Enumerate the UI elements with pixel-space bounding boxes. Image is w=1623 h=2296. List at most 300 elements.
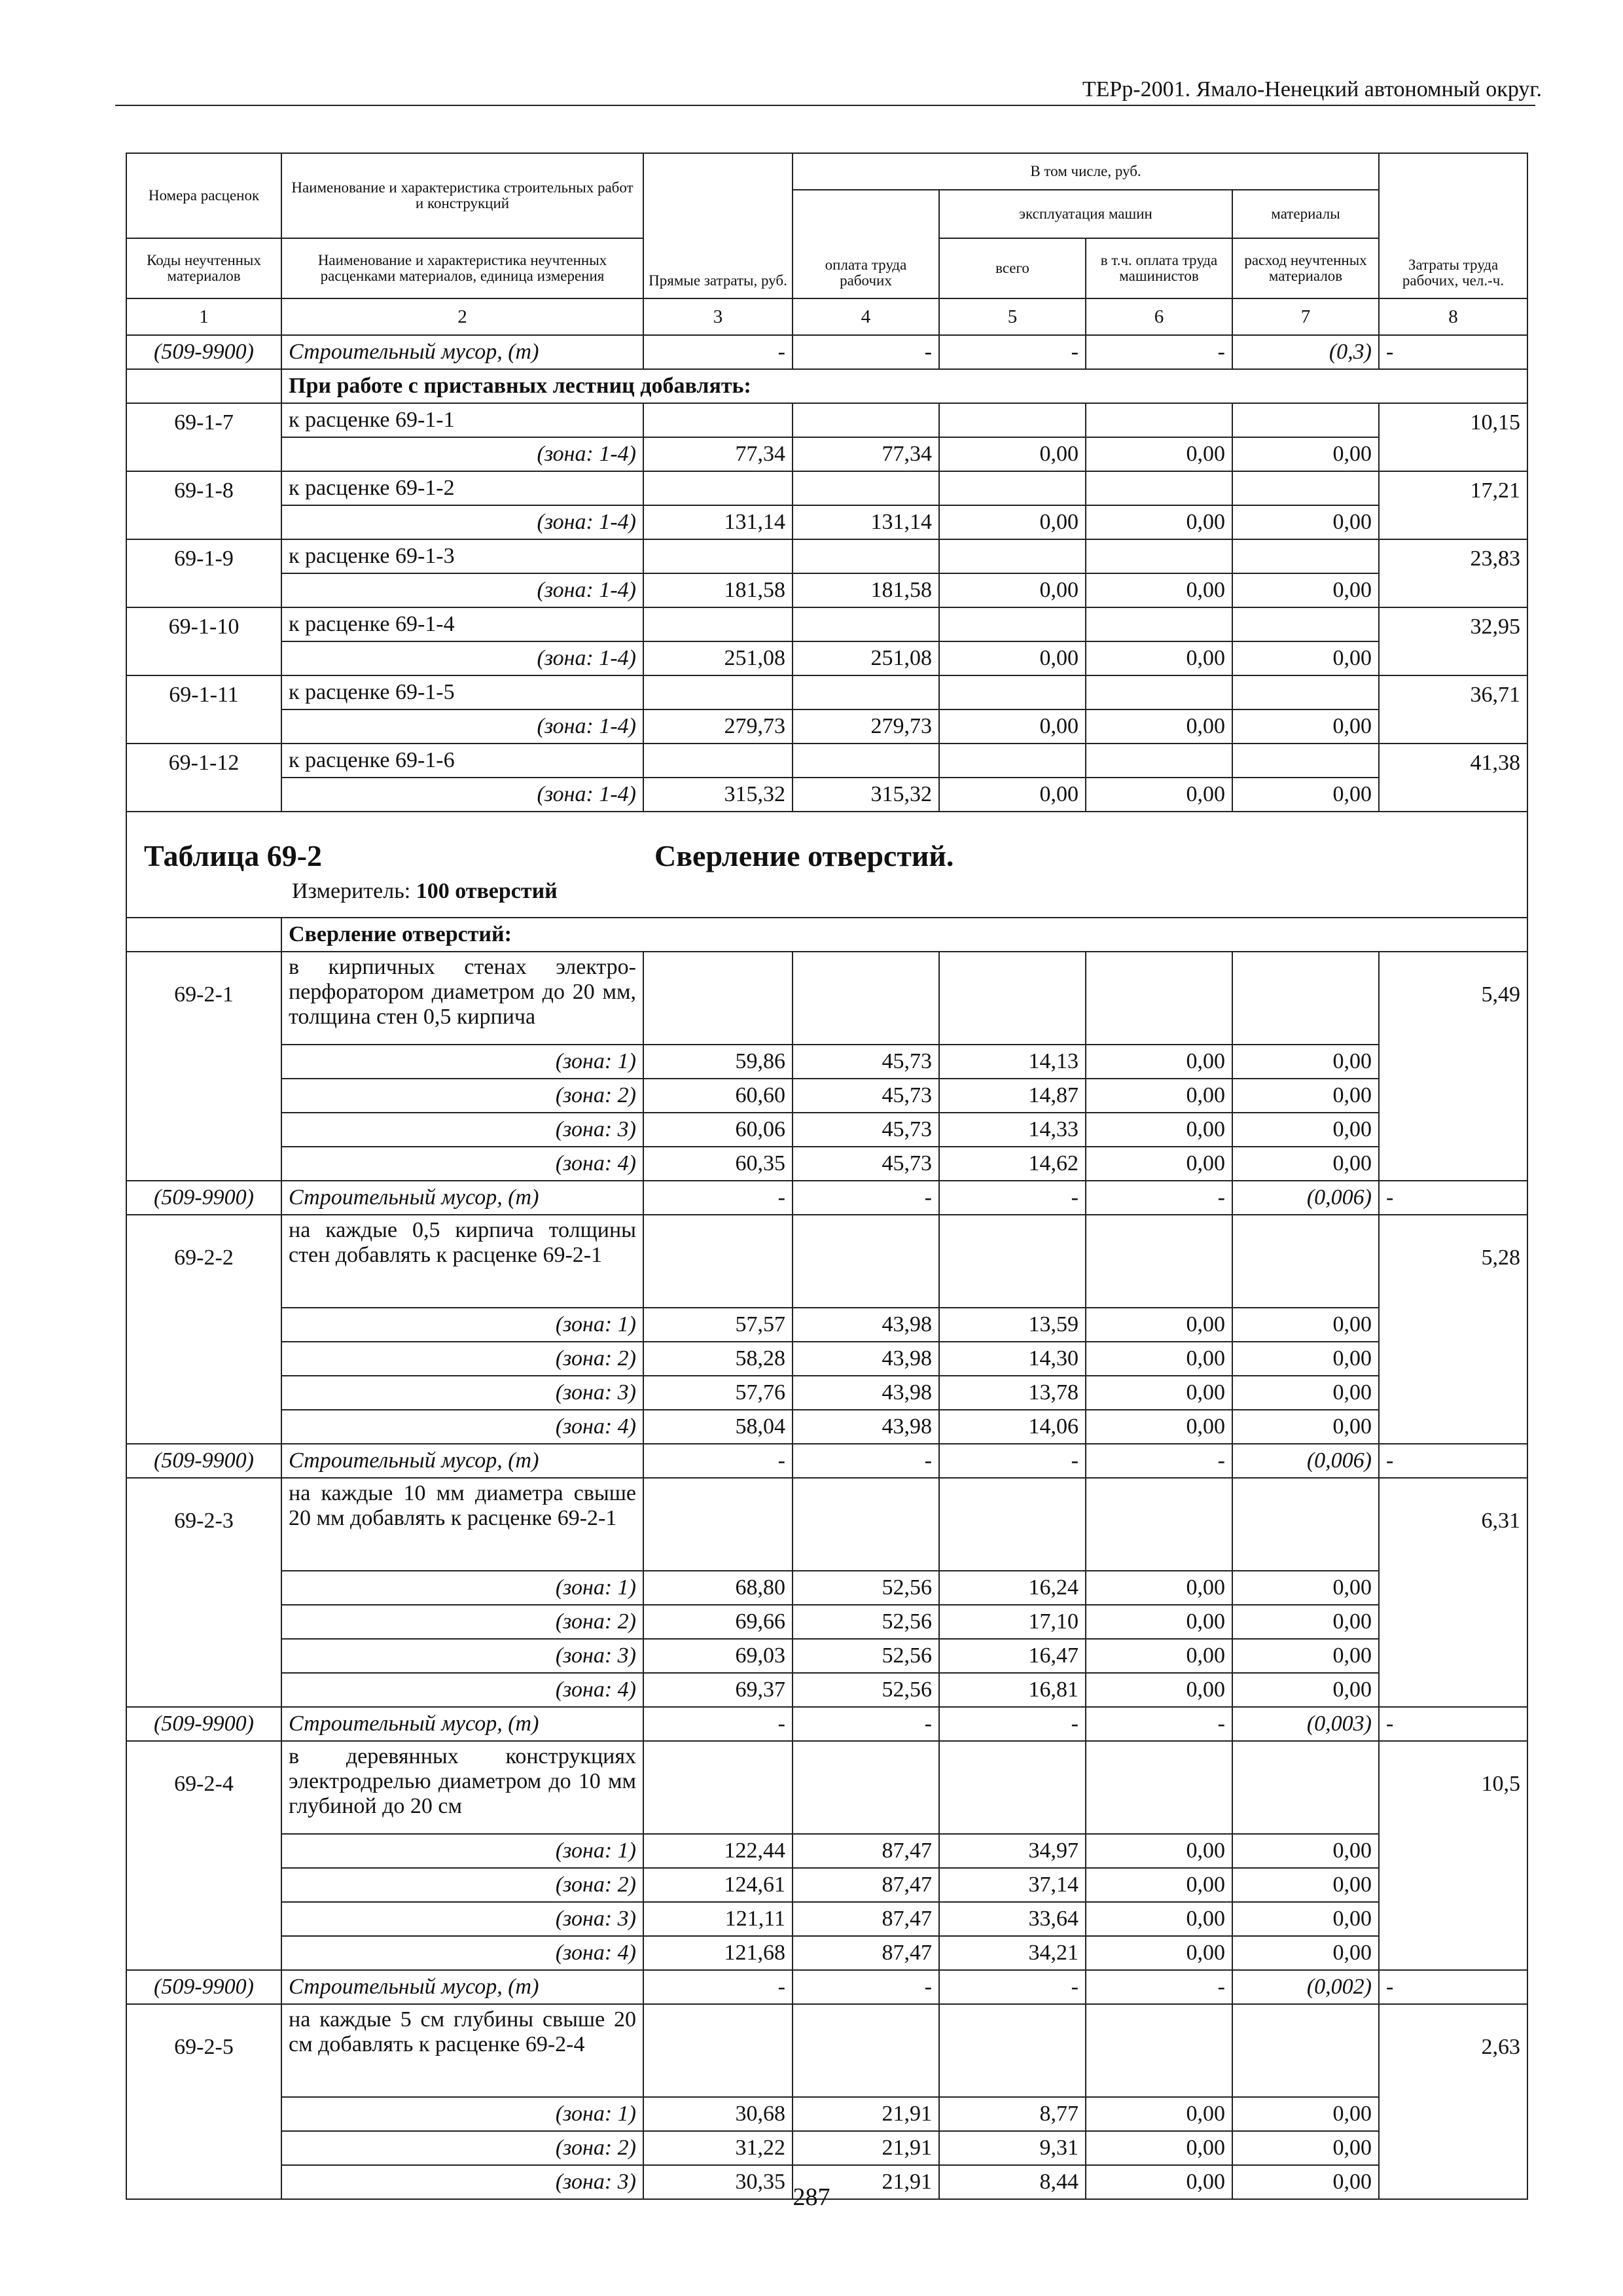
work-name: к расценке 69-1-1 xyxy=(281,403,643,437)
worker-wages: 43,98 xyxy=(793,1410,939,1444)
table-title-row xyxy=(126,812,1527,918)
zone-label: (зона: 1-4) xyxy=(281,778,643,812)
material-consumption: 0,00 xyxy=(1232,1868,1379,1902)
blank-cell xyxy=(1232,471,1379,505)
work-name: к расценке 69-1-3 xyxy=(281,539,643,573)
worker-wages: - xyxy=(793,1181,939,1215)
measure-unit xyxy=(292,879,558,904)
zone-label: (зона: 2) xyxy=(281,1868,643,1902)
zone-row xyxy=(126,1639,1527,1673)
operator-wages: - xyxy=(1086,1444,1232,1478)
material-consumption: 0,00 xyxy=(1232,505,1379,539)
waste-row xyxy=(126,335,1527,369)
machines-total: 14,13 xyxy=(939,1045,1086,1079)
worker-wages: 77,34 xyxy=(793,437,939,471)
worker-wages: 87,47 xyxy=(793,1834,939,1868)
price-item-row xyxy=(126,607,1527,641)
labor-cost: 2,63 xyxy=(1379,2004,1527,2199)
machines-total: 16,81 xyxy=(939,1673,1086,1707)
section-heading-row xyxy=(126,369,1527,403)
zone-row xyxy=(126,1410,1527,1444)
price-table xyxy=(126,152,1528,2200)
operator-wages: - xyxy=(1086,1970,1232,2004)
worker-wages: 43,98 xyxy=(793,1376,939,1410)
machines-total: 17,10 xyxy=(939,1605,1086,1639)
zone-label: (зона: 1) xyxy=(281,1308,643,1342)
labor-cost: 10,15 xyxy=(1379,403,1527,471)
operator-wages: 0,00 xyxy=(1086,1079,1232,1113)
direct-cost: - xyxy=(643,1181,793,1215)
table-number: Таблица 69-2 xyxy=(144,839,323,872)
direct-cost: 60,60 xyxy=(643,1079,793,1113)
blank-cell xyxy=(643,2004,793,2097)
machines-total: - xyxy=(939,335,1086,369)
zone-label: (зона: 4) xyxy=(281,1147,643,1181)
blank-cell xyxy=(643,744,793,778)
operator-wages: 0,00 xyxy=(1086,1410,1232,1444)
zone-label: (зона: 2) xyxy=(281,2131,643,2165)
zone-row xyxy=(126,1571,1527,1605)
zone-row xyxy=(126,709,1527,744)
material-code: (509-9900) xyxy=(126,1970,281,2004)
column-number-row xyxy=(126,298,1527,335)
operator-wages: 0,00 xyxy=(1086,1147,1232,1181)
zone-row xyxy=(126,2097,1527,2131)
column-number: 6 xyxy=(1086,298,1232,335)
zone-label: (зона: 4) xyxy=(281,1410,643,1444)
zone-row xyxy=(126,2131,1527,2165)
blank-cell xyxy=(793,403,939,437)
labor-cost: 41,38 xyxy=(1379,744,1527,812)
zone-label: (зона: 3) xyxy=(281,2165,643,2199)
zone-label: (зона: 4) xyxy=(281,1673,643,1707)
worker-wages: 52,56 xyxy=(793,1673,939,1707)
column-number: 2 xyxy=(281,298,643,335)
price-item-row xyxy=(126,1741,1527,1834)
blank-cell xyxy=(939,1215,1086,1308)
operator-wages: 0,00 xyxy=(1086,1639,1232,1673)
blank-cell xyxy=(793,1741,939,1834)
machines-total: 0,00 xyxy=(939,505,1086,539)
blank-cell xyxy=(793,471,939,505)
blank-cell xyxy=(643,1478,793,1571)
worker-wages: 52,56 xyxy=(793,1639,939,1673)
worker-wages: 279,73 xyxy=(793,709,939,744)
machines-total: 9,31 xyxy=(939,2131,1086,2165)
material-name: Строительный мусор, (т) xyxy=(281,1444,643,1478)
measure-unit-value: 100 отверстий xyxy=(416,879,558,903)
zone-label: (зона: 2) xyxy=(281,1079,643,1113)
material-consumption: 0,00 xyxy=(1232,709,1379,744)
material-consumption: 0,00 xyxy=(1232,1834,1379,1868)
blank-cell xyxy=(939,675,1086,709)
work-description: на каждые 0,5 кирпича толщины стен добавлять к расценке 69-2-1 xyxy=(281,1215,643,1308)
worker-wages: 45,73 xyxy=(793,1113,939,1147)
blank-cell xyxy=(643,675,793,709)
zone-row xyxy=(126,1045,1527,1079)
worker-wages: - xyxy=(793,1970,939,2004)
direct-cost: 77,34 xyxy=(643,437,793,471)
direct-cost: 122,44 xyxy=(643,1834,793,1868)
price-item-row xyxy=(126,1478,1527,1571)
labor-cost: - xyxy=(1379,335,1527,369)
zone-label: (зона: 1) xyxy=(281,1045,643,1079)
section-heading: При работе с приставных лестниц добавлять: xyxy=(281,369,1527,403)
zone-row xyxy=(126,1902,1527,1936)
price-item-row xyxy=(126,744,1527,778)
zone-label: (зона: 3) xyxy=(281,1902,643,1936)
header-col1-top: Номера расценок xyxy=(126,153,281,238)
zone-row xyxy=(126,437,1527,471)
direct-cost: 121,68 xyxy=(643,1936,793,1970)
worker-wages: 181,58 xyxy=(793,573,939,607)
worker-wages: 45,73 xyxy=(793,1147,939,1181)
zone-row xyxy=(126,573,1527,607)
worker-wages: 315,32 xyxy=(793,778,939,812)
zone-label: (зона: 1-4) xyxy=(281,641,643,675)
operator-wages: - xyxy=(1086,1181,1232,1215)
operator-wages: 0,00 xyxy=(1086,1113,1232,1147)
work-description: на каждые 5 см глубины свыше 20 см добавлять к расценке 69-2-4 xyxy=(281,2004,643,2097)
direct-cost: - xyxy=(643,335,793,369)
machines-total: - xyxy=(939,1181,1086,1215)
operator-wages: 0,00 xyxy=(1086,505,1232,539)
direct-cost: 58,28 xyxy=(643,1342,793,1376)
labor-cost: 36,71 xyxy=(1379,675,1527,744)
header-rule xyxy=(115,105,1535,106)
operator-wages: 0,00 xyxy=(1086,1673,1232,1707)
direct-cost: 31,22 xyxy=(643,2131,793,2165)
price-item-row xyxy=(126,403,1527,437)
direct-cost: 60,06 xyxy=(643,1113,793,1147)
direct-cost: 58,04 xyxy=(643,1410,793,1444)
zone-row xyxy=(126,1834,1527,1868)
zone-row xyxy=(126,641,1527,675)
column-number: 1 xyxy=(126,298,281,335)
zone-row xyxy=(126,1147,1527,1181)
material-code: (509-9900) xyxy=(126,1444,281,1478)
operator-wages: - xyxy=(1086,1707,1232,1741)
blank-cell xyxy=(643,1215,793,1308)
machines-total: - xyxy=(939,1444,1086,1478)
direct-cost: 124,61 xyxy=(643,1868,793,1902)
operator-wages: 0,00 xyxy=(1086,437,1232,471)
operator-wages: - xyxy=(1086,335,1232,369)
worker-wages: 52,56 xyxy=(793,1605,939,1639)
material-consumption: 0,00 xyxy=(1232,437,1379,471)
zone-label: (зона: 1) xyxy=(281,2097,643,2131)
operator-wages: 0,00 xyxy=(1086,1045,1232,1079)
operator-wages: 0,00 xyxy=(1086,2097,1232,2131)
blank-cell xyxy=(1086,952,1232,1045)
blank-cell xyxy=(1232,675,1379,709)
blank-cell xyxy=(1232,744,1379,778)
labor-cost: 10,5 xyxy=(1379,1741,1527,1970)
blank-cell xyxy=(939,607,1086,641)
material-consumption: 0,00 xyxy=(1232,2165,1379,2199)
zone-label: (зона: 3) xyxy=(281,1639,643,1673)
blank-cell xyxy=(793,1215,939,1308)
zone-label: (зона: 3) xyxy=(281,1113,643,1147)
blank-cell xyxy=(939,539,1086,573)
operator-wages: 0,00 xyxy=(1086,1868,1232,1902)
blank-cell xyxy=(643,403,793,437)
blank-cell xyxy=(1086,1741,1232,1834)
blank-cell xyxy=(643,1741,793,1834)
zone-row xyxy=(126,1308,1527,1342)
price-code: 69-2-4 xyxy=(126,1741,281,1970)
blank-cell xyxy=(643,952,793,1045)
work-name: к расценке 69-1-5 xyxy=(281,675,643,709)
header-col1-bottom: Коды неучтенных материалов xyxy=(126,238,281,298)
direct-cost: 60,35 xyxy=(643,1147,793,1181)
machines-total: - xyxy=(939,1707,1086,1741)
material-consumption: 0,00 xyxy=(1232,1605,1379,1639)
header-col2-top: Наименование и характеристика строительных работ и конструкций xyxy=(281,153,643,238)
machines-total: 14,30 xyxy=(939,1342,1086,1376)
blank-cell xyxy=(1086,471,1232,505)
zone-label: (зона: 1) xyxy=(281,1571,643,1605)
column-number: 8 xyxy=(1379,298,1527,335)
section-heading-spacer xyxy=(126,369,281,403)
material-consumption: (0,003) xyxy=(1232,1707,1379,1741)
direct-cost: 131,14 xyxy=(643,505,793,539)
machines-total: 0,00 xyxy=(939,437,1086,471)
worker-wages: 87,47 xyxy=(793,1936,939,1970)
blank-cell xyxy=(1232,1741,1379,1834)
waste-row xyxy=(126,1970,1527,2004)
page-header-title: ТЕРр-2001. Ямало-Ненецкий автономный округ. xyxy=(1082,77,1542,101)
price-item-row xyxy=(126,952,1527,1045)
machines-total: 14,33 xyxy=(939,1113,1086,1147)
operator-wages: 0,00 xyxy=(1086,1342,1232,1376)
direct-cost: 121,11 xyxy=(643,1902,793,1936)
material-consumption: 0,00 xyxy=(1232,2097,1379,2131)
price-code: 69-2-1 xyxy=(126,952,281,1181)
material-consumption: 0,00 xyxy=(1232,2131,1379,2165)
table-header xyxy=(126,153,1527,335)
table-title-block xyxy=(126,812,1527,918)
labor-cost: - xyxy=(1379,1181,1527,1215)
operator-wages: 0,00 xyxy=(1086,2165,1232,2199)
material-consumption: 0,00 xyxy=(1232,641,1379,675)
labor-cost: - xyxy=(1379,1970,1527,2004)
worker-wages: 87,47 xyxy=(793,1902,939,1936)
section-heading: Сверление отверстий: xyxy=(281,918,1527,952)
zone-label: (зона: 1-4) xyxy=(281,709,643,744)
material-consumption: 0,00 xyxy=(1232,778,1379,812)
price-code: 69-1-11 xyxy=(126,675,281,744)
direct-cost: 59,86 xyxy=(643,1045,793,1079)
zone-row xyxy=(126,1342,1527,1376)
direct-cost: 251,08 xyxy=(643,641,793,675)
blank-cell xyxy=(939,403,1086,437)
worker-wages: - xyxy=(793,335,939,369)
labor-cost: - xyxy=(1379,1707,1527,1741)
column-number: 7 xyxy=(1232,298,1379,335)
direct-cost: 30,35 xyxy=(643,2165,793,2199)
material-name: Строительный мусор, (т) xyxy=(281,335,643,369)
operator-wages: 0,00 xyxy=(1086,641,1232,675)
blank-cell xyxy=(939,1741,1086,1834)
machines-total: 0,00 xyxy=(939,573,1086,607)
zone-row xyxy=(126,1936,1527,1970)
zone-row xyxy=(126,1376,1527,1410)
machines-total: 34,97 xyxy=(939,1834,1086,1868)
machines-total: 14,87 xyxy=(939,1079,1086,1113)
blank-cell xyxy=(1086,403,1232,437)
price-item-row xyxy=(126,471,1527,505)
blank-cell xyxy=(1086,1478,1232,1571)
blank-cell xyxy=(793,607,939,641)
direct-cost: 57,57 xyxy=(643,1308,793,1342)
price-code: 69-1-8 xyxy=(126,471,281,539)
price-item-row xyxy=(126,2004,1527,2097)
zone-label: (зона: 3) xyxy=(281,1376,643,1410)
operator-wages: 0,00 xyxy=(1086,1936,1232,1970)
material-consumption: (0,006) xyxy=(1232,1444,1379,1478)
material-consumption: 0,00 xyxy=(1232,573,1379,607)
machines-total: 16,24 xyxy=(939,1571,1086,1605)
machines-total: 14,06 xyxy=(939,1410,1086,1444)
machines-total: 0,00 xyxy=(939,641,1086,675)
zone-label: (зона: 2) xyxy=(281,1342,643,1376)
column-number: 3 xyxy=(643,298,793,335)
direct-cost: - xyxy=(643,1707,793,1741)
blank-cell xyxy=(643,539,793,573)
machines-total: 13,59 xyxy=(939,1308,1086,1342)
worker-wages: 21,91 xyxy=(793,2131,939,2165)
blank-cell xyxy=(1232,952,1379,1045)
blank-cell xyxy=(1086,2004,1232,2097)
material-consumption: 0,00 xyxy=(1232,1673,1379,1707)
direct-cost: 69,37 xyxy=(643,1673,793,1707)
worker-wages: 45,73 xyxy=(793,1079,939,1113)
price-code: 69-1-12 xyxy=(126,744,281,812)
blank-cell xyxy=(939,1478,1086,1571)
blank-cell xyxy=(793,2004,939,2097)
operator-wages: 0,00 xyxy=(1086,1605,1232,1639)
blank-cell xyxy=(793,1478,939,1571)
material-code: (509-9900) xyxy=(126,1707,281,1741)
page-number: 287 xyxy=(793,2183,830,2211)
blank-cell xyxy=(1232,607,1379,641)
measure-unit-label: Измеритель: xyxy=(292,879,411,903)
price-code: 69-2-5 xyxy=(126,2004,281,2199)
machines-total: 13,78 xyxy=(939,1376,1086,1410)
zone-row xyxy=(126,1673,1527,1707)
blank-cell xyxy=(1086,607,1232,641)
column-number: 5 xyxy=(939,298,1086,335)
price-item-row xyxy=(126,675,1527,709)
zone-row xyxy=(126,778,1527,812)
work-description: на каждые 10 мм диаметра свыше 20 мм добавлять к расценке 69-2-1 xyxy=(281,1478,643,1571)
material-consumption: 0,00 xyxy=(1232,1639,1379,1673)
material-consumption: 0,00 xyxy=(1232,1342,1379,1376)
blank-cell xyxy=(939,471,1086,505)
direct-cost: 30,68 xyxy=(643,2097,793,2131)
operator-wages: 0,00 xyxy=(1086,573,1232,607)
machines-total: 8,44 xyxy=(939,2165,1086,2199)
table-body xyxy=(126,335,1527,2199)
worker-wages: 43,98 xyxy=(793,1308,939,1342)
header-group-incl: В том числе, руб. xyxy=(793,153,1379,190)
operator-wages: 0,00 xyxy=(1086,2131,1232,2165)
header-col6: в т.ч. оплата труда машинистов xyxy=(1086,238,1232,298)
header-col4: оплата труда рабочих xyxy=(793,190,939,298)
machines-total: 37,14 xyxy=(939,1868,1086,1902)
waste-row xyxy=(126,1181,1527,1215)
direct-cost: - xyxy=(643,1444,793,1478)
blank-cell xyxy=(939,744,1086,778)
header-col7: расход неучтенных материалов xyxy=(1232,238,1379,298)
zone-label: (зона: 4) xyxy=(281,1936,643,1970)
material-consumption: (0,006) xyxy=(1232,1181,1379,1215)
labor-cost: 5,49 xyxy=(1379,952,1527,1181)
header-col8: Затраты труда рабочих, чел.-ч. xyxy=(1379,153,1527,298)
section-heading-row xyxy=(126,918,1527,952)
material-consumption: (0,002) xyxy=(1232,1970,1379,2004)
direct-cost: 69,66 xyxy=(643,1605,793,1639)
header-col2-bottom: Наименование и характеристика неучтенных расценками материалов, единица измерения xyxy=(281,238,643,298)
material-consumption: 0,00 xyxy=(1232,1571,1379,1605)
work-name: к расценке 69-1-6 xyxy=(281,744,643,778)
zone-row xyxy=(126,1113,1527,1147)
blank-cell xyxy=(1086,1215,1232,1308)
labor-cost: 23,83 xyxy=(1379,539,1527,607)
material-consumption: 0,00 xyxy=(1232,1410,1379,1444)
blank-cell xyxy=(1232,1478,1379,1571)
direct-cost: 68,80 xyxy=(643,1571,793,1605)
zone-row xyxy=(126,1605,1527,1639)
worker-wages: 251,08 xyxy=(793,641,939,675)
direct-cost: 57,76 xyxy=(643,1376,793,1410)
machines-total: 8,77 xyxy=(939,2097,1086,2131)
blank-cell xyxy=(1232,539,1379,573)
price-item-row xyxy=(126,1215,1527,1308)
direct-cost: 181,58 xyxy=(643,573,793,607)
zone-label: (зона: 1-4) xyxy=(281,437,643,471)
machines-total: 14,62 xyxy=(939,1147,1086,1181)
machines-total: 33,64 xyxy=(939,1902,1086,1936)
machines-total: 16,47 xyxy=(939,1639,1086,1673)
worker-wages: 131,14 xyxy=(793,505,939,539)
table-title: Сверление отверстий. xyxy=(654,839,954,872)
operator-wages: 0,00 xyxy=(1086,1834,1232,1868)
material-consumption: 0,00 xyxy=(1232,1308,1379,1342)
labor-cost: 6,31 xyxy=(1379,1478,1527,1707)
blank-cell xyxy=(939,2004,1086,2097)
zone-label: (зона: 1-4) xyxy=(281,573,643,607)
blank-cell xyxy=(643,607,793,641)
material-name: Строительный мусор, (т) xyxy=(281,1181,643,1215)
price-item-row xyxy=(126,539,1527,573)
price-code: 69-1-9 xyxy=(126,539,281,607)
price-code: 69-1-10 xyxy=(126,607,281,675)
material-consumption: 0,00 xyxy=(1232,1147,1379,1181)
material-consumption: 0,00 xyxy=(1232,1902,1379,1936)
operator-wages: 0,00 xyxy=(1086,778,1232,812)
work-name: к расценке 69-1-4 xyxy=(281,607,643,641)
header-col3: Прямые затраты, руб. xyxy=(643,153,793,298)
direct-cost: 69,03 xyxy=(643,1639,793,1673)
material-name: Строительный мусор, (т) xyxy=(281,1970,643,2004)
zone-row xyxy=(126,505,1527,539)
worker-wages: 45,73 xyxy=(793,1045,939,1079)
work-description: в деревянных конструкциях электродрелью диаметром до 10 мм глубиной до 20 см xyxy=(281,1741,643,1834)
material-code: (509-9900) xyxy=(126,335,281,369)
blank-cell xyxy=(1086,539,1232,573)
